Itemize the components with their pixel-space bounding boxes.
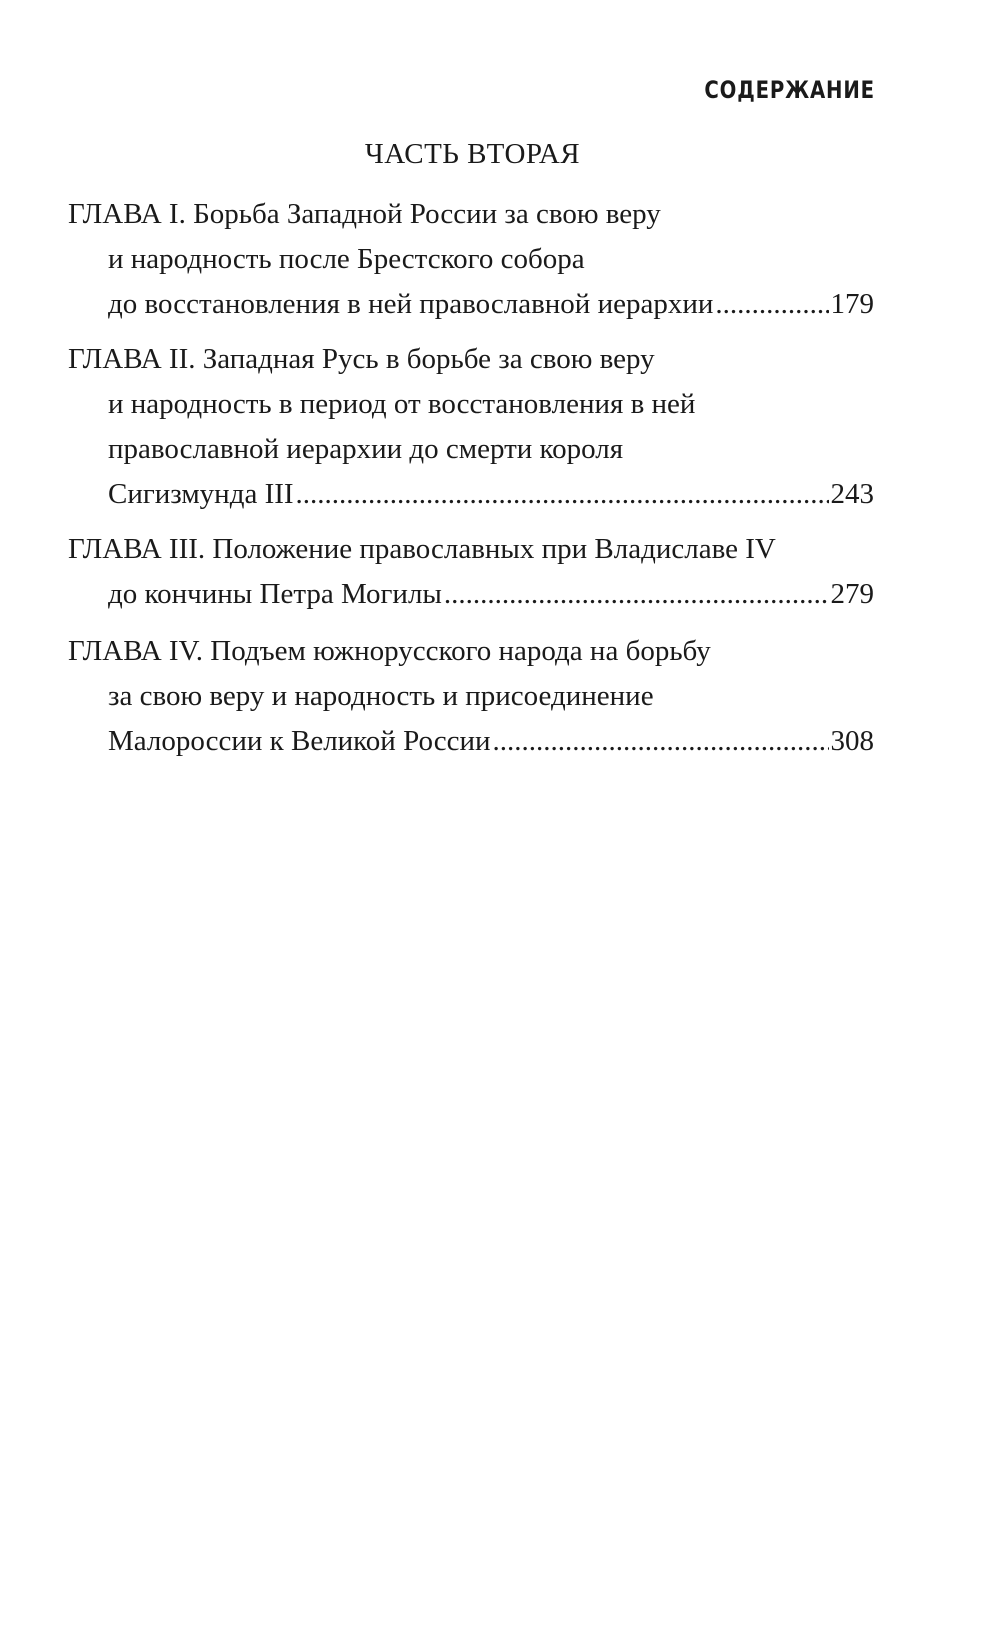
dot-leader	[296, 472, 829, 517]
toc-line: за свою веру и народность и присоединение	[108, 680, 654, 712]
toc-line-last	[68, 719, 874, 764]
page-number: 243	[830, 478, 874, 510]
part-title: ЧАСТЬ ВТОРАЯ	[364, 138, 581, 170]
dot-leader	[715, 282, 828, 327]
toc-line-text: Сигизмунда III	[108, 478, 294, 510]
toc-line-text: до кончины Петра Могилы	[108, 578, 442, 610]
toc-line: и народность после Брестского собора	[108, 243, 585, 275]
toc-line: ГЛАВА IV. Подъем южнорусского народа на борьбу	[68, 635, 711, 667]
toc-entry-chapter-2	[68, 337, 874, 517]
toc-line-last	[68, 472, 874, 517]
toc-line: ГЛАВА III. Положение православных при Владиславе IV	[68, 533, 776, 565]
toc-line-text: до восстановления в ней православной иерархии	[108, 288, 714, 320]
toc-line-text: Малороссии к Великой России	[108, 725, 491, 757]
toc-line-last	[68, 572, 874, 617]
toc-line-last	[68, 282, 874, 327]
toc-line: ГЛАВА I. Борьба Западной России за свою веру	[68, 198, 661, 230]
page-number: 308	[830, 725, 874, 757]
dot-leader	[492, 719, 828, 764]
toc-entry-chapter-4	[68, 629, 874, 764]
toc-entry-chapter-1	[68, 192, 874, 327]
table-of-contents	[68, 192, 874, 764]
toc-entry-chapter-3	[68, 527, 874, 617]
running-head: СОДЕРЖАНИЕ	[704, 76, 875, 104]
toc-line: православной иерархии до смерти короля	[108, 433, 624, 465]
dot-leader	[444, 572, 829, 617]
toc-line: и народность в период от восстановления в ней	[108, 388, 696, 420]
toc-line: ГЛАВА II. Западная Русь в борьбе за свою веру	[68, 343, 655, 375]
page-number: 179	[830, 288, 874, 320]
page-number: 279	[830, 578, 874, 610]
